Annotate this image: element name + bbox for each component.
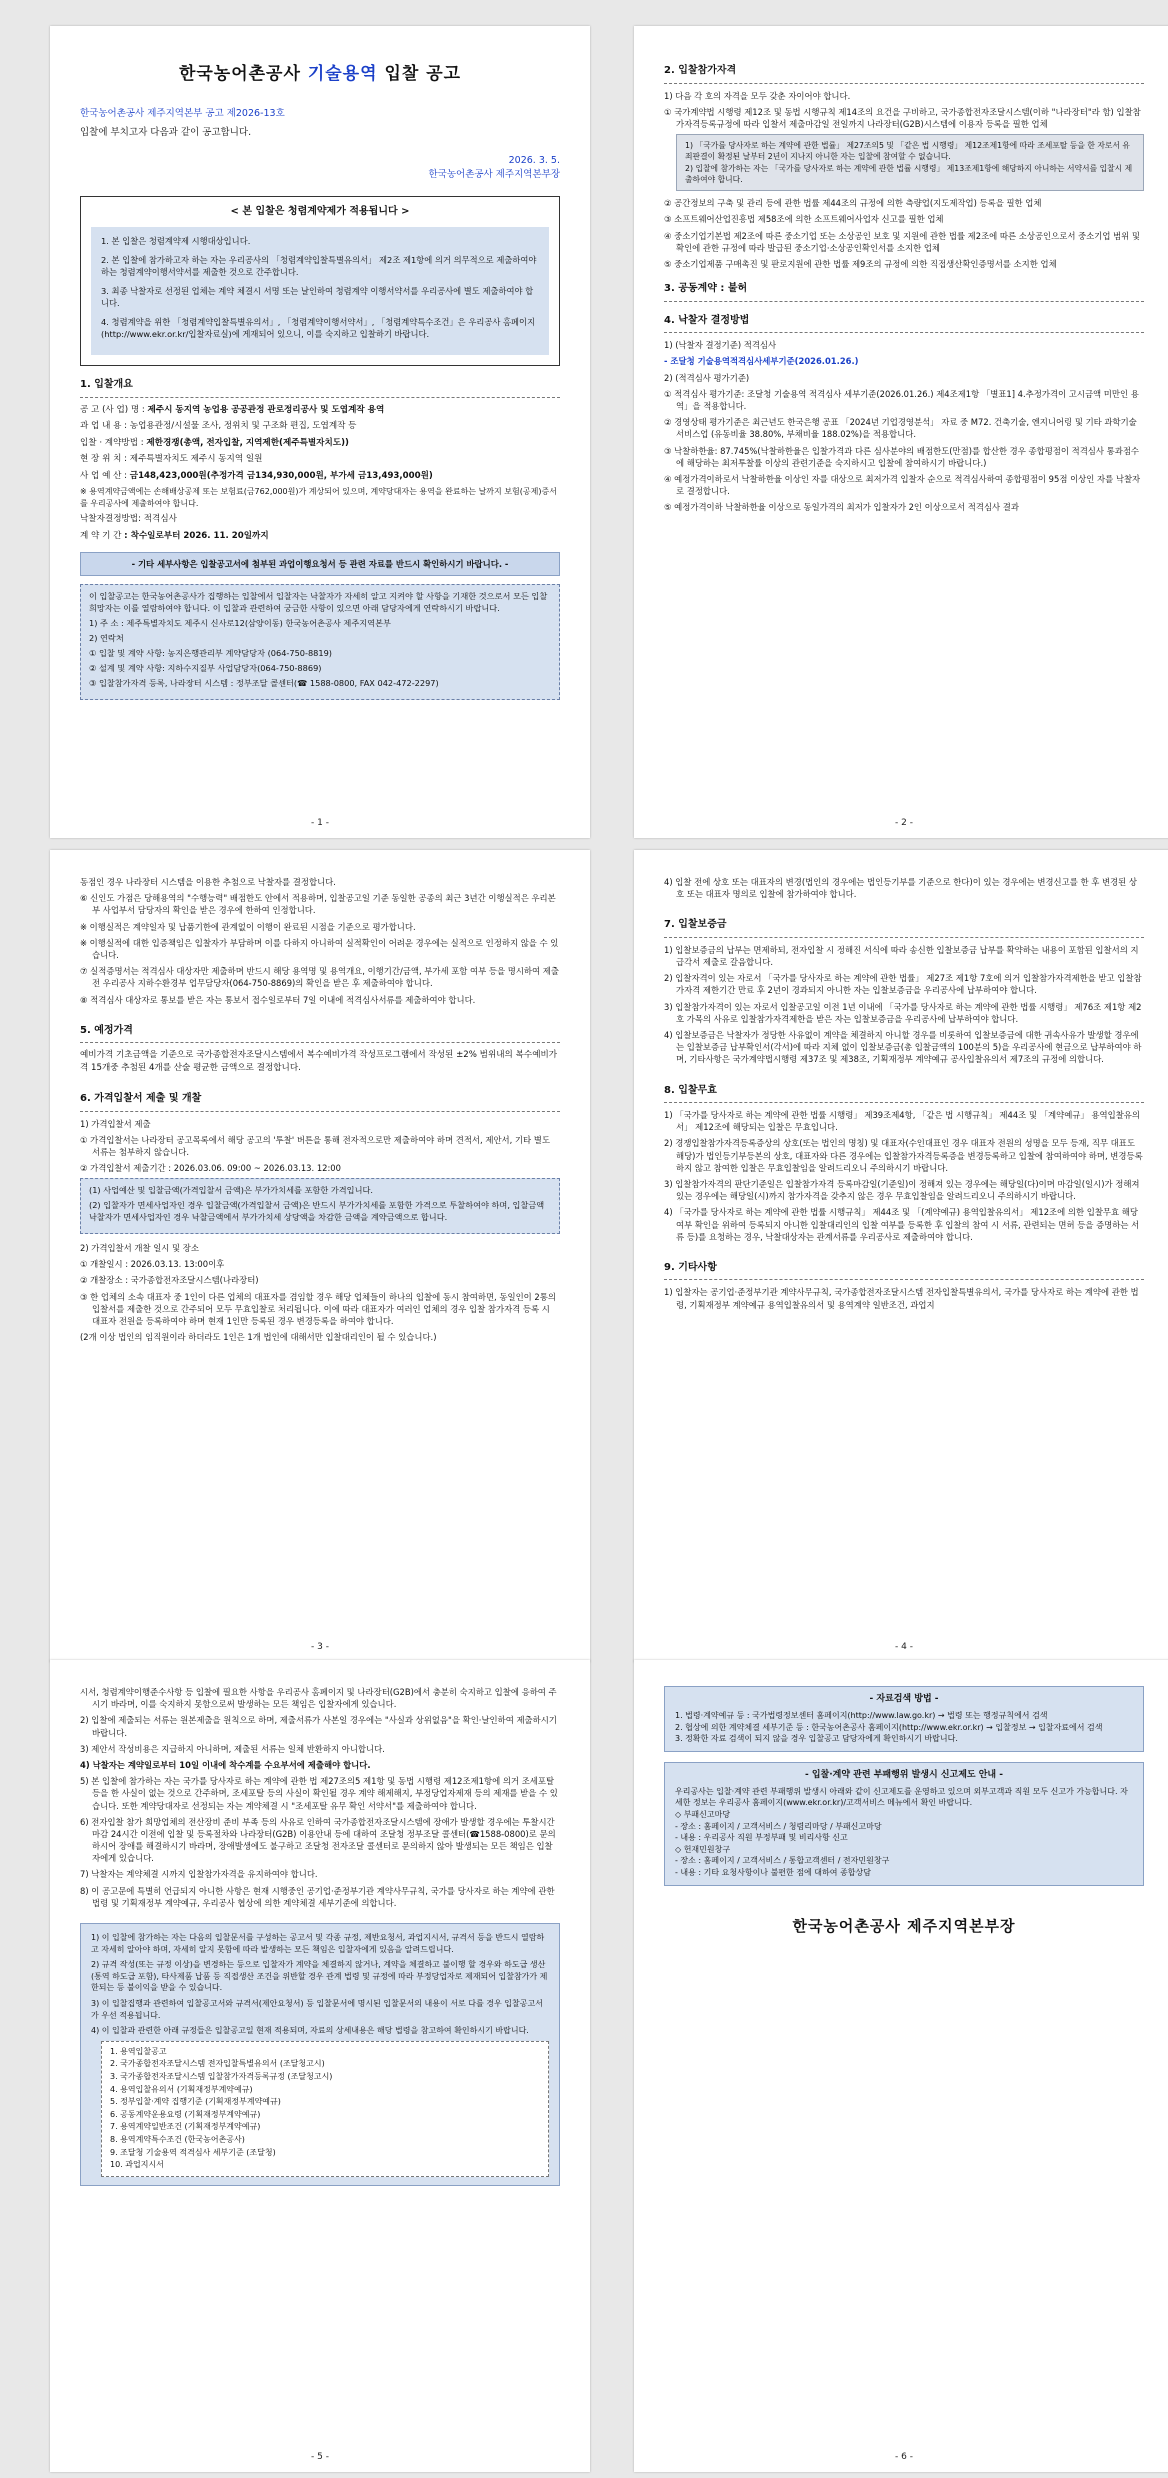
other-item: 5) 본 입찰에 참가하는 자는 국가를 당사자로 하는 계약에 관한 법 제27조의5 제1항 및 동법 시행령 제12조제1항에 의거 조세포탈 등을 한 사실이 없는 것으로 간주하며, 조세포탈 등의 사실이 확인될 경우 계약 해제해지, 부정당업자제재 등의 제재를 받을 수 있습니다. 또한 계약당대자로 선정되는 자는 계약체결 시 "조세포탈 유무 확인 서약서"를 제출하여야 합니다. xyxy=(80,1776,558,1811)
award-item: ⑦ 실적증명서는 적격심사 대상자만 제출하며 반드시 해당 용역명 및 용역개요, 이행기간/금액, 부가세 포함 여부 등을 명시하여 제출 전 우리공사 지하수환경부 업무담당자(064-750-8869)의 확인을 받은 후 제출하여야 합니다. xyxy=(80,966,559,989)
award-item: 동점인 경우 나라장터 시스템을 이용한 추첨으로 낙찰자를 결정합니다. xyxy=(80,877,336,887)
qualification-item: ④ 중소기업기본법 제2조에 따른 중소기업 또는 소상공인 보호 및 지원에 관한 법률 제2조에 따른 소상공인으로서 중소기업 범위 및 확인에 관한 규정에 따라 발급된 중소기업·소상공인확인서를 소지한 업체 xyxy=(664,230,1141,253)
page-number: - 5 - xyxy=(311,2451,329,2462)
report-info-item: - 내용 : 기타 요청사항이나 불편한 점에 대하여 종합상담 xyxy=(675,1868,871,1878)
integrity-notice-box xyxy=(80,196,560,367)
contact-line: ② 설계 및 계약 사항: 지하수지질부 사업담당자(064-750-8869) xyxy=(89,662,322,673)
bid-note: (1) 사업예산 및 입찰금액(가격입찰서 금액)은 부가가치세를 포함한 가격입니다. xyxy=(89,1185,373,1196)
document-page-6 xyxy=(634,1660,1168,2472)
regulation-list-item: 10. 과업지시서 xyxy=(110,2160,164,2170)
award-item: ⑥ 신인도 가점은 당해용역의 "수행능력" 배점한도 안에서 적용하며, 입찰공고일 기준 동일한 공종의 최근 3년간 이행실적은 우리본부 사업부서 담당자의 확인을 받은 경우에 한하여 인정합니다. xyxy=(80,893,556,916)
deposit-item: 4) 입찰보증금은 낙찰자가 정당한 사유없이 계약을 체결하지 아니할 경우를 비롯하여 입찰보증금에 대한 귀속사유가 발생할 경우에는 입찰보증금 납부확인서(각서)에 따라 지체 없이 입찰보증금(총 입찰금액의 100분의 5)을 우리공사에 현금으로 납부하여야 하며, 기타사항은 국가계약법시행령 제37조 및 제38조, 기획재정부 계약예규 공사입찰유의서 제7조의 규정에 의합니다. xyxy=(664,1030,1142,1065)
notice-item: 2. 본 입찰에 참가하고자 하는 자는 우리공사의 「청렴계약입찰특별유의서」 제2조 제1항에 의거 의무적으로 제출하여야 하는 청렴계약이행서약서를 제출한 것으로 간주합니다. xyxy=(101,255,537,278)
section-title: 9. 기타사항 xyxy=(664,1261,717,1273)
other-item: 8) 이 공고문에 특별히 언급되지 아니한 사항은 현재 시행중인 공기업·준정부기관 계약사무규칙, 국가를 당사자로 하는 계약에 관한 법령 및 기획재정부 계약예규, 우리공사 협상에 의한 계약체결 세부기준에 의합니다. xyxy=(80,1885,555,1908)
search-info-item: 2. 협상에 의한 계약체결 세부기준 등 : 한국농어촌공사 홈페이지(http://www.ekr.or.kr) → 입찰정보 → 입찰자료에서 검색 xyxy=(675,1722,1103,1732)
divider xyxy=(664,83,1144,84)
award-item: ③ 낙찰하한율: 87.745%(낙찰하한율은 입찰가격과 다른 심사분야의 배점한도(만점)를 합산한 경우 종합평점이 적격심사 통과점수에 해당하는 최저투찰률 이상의 관련기준을 숙지하시고 입찰에 참여하시기 바랍니다.) xyxy=(664,445,1140,468)
qualification-item: ② 공간정보의 구축 및 관리 등에 관한 법률 제44조의 규정에 의한 측량업(지도제작업) 등록을 필한 업체 xyxy=(664,198,1042,209)
qualification-item: ③ 소프트웨어산업진흥법 제58조에 의한 소프트웨어사업자 신고를 필한 업체 xyxy=(664,214,944,225)
regulation-list-item: 5. 정부입찰·계약 집행기준 (기획재정부계약예규) xyxy=(110,2097,281,2107)
other-item: 1) 입찰자는 공기업·준정부기관 계약사무규칙, 국가종합전자조달시스템 전자입찰특별유의서, 국가를 당사자로 하는 계약에 관한 법령, 기획재정부 계약예규 용역입찰유의서 및 용역계약 일반조건, 과업지 xyxy=(664,1287,1139,1310)
qualification-item: ① 국가계약법 시행령 제12조 및 동법 시행규칙 제14조의 요건을 구비하고, 국가종합전자조달시스템(이하 "나라장터"라 함) 입찰참가자격등록규정에 따라 입찰서 제출마감일 전일까지 나라장터(G2B)시스템에 이용자 등록을 필한 업체 xyxy=(664,106,1141,129)
bid-item: (2개 이상 법인의 임직원이라 하더라도 1인은 1개 법인에 대해서만 입찰대리인이 될 수 있습니다.) xyxy=(80,1332,437,1343)
deposit-item: 1) 입찰보증금의 납부는 면제하되, 전자입찰 시 정해진 서식에 따라 송신한 입찰보증금 납부를 확약하는 내용이 포함된 입찰서의 지급각서 제출로 갈음합니다. xyxy=(664,944,1139,968)
regulation-note: 1) 이 입찰에 참가하는 자는 다음의 입찰문서를 구성하는 공고서 및 각종 규정, 제반요청서, 과업지시서, 규격서 등을 반드시 열람하고 자세히 알아야 하며, 자세히 알지 못함에 따라 발생하는 모든 책임은 입찰자에게 있음을 알려드립니다. xyxy=(91,1933,545,1954)
award-note: ※ 이행실적에 대한 입증책임은 입찰자가 부담하며 이를 다하지 아니하여 실적확인이 어려운 경우에는 실적으로 인정하지 않을 수 있습니다. xyxy=(80,937,559,960)
invalid-item: 4) 「국가를 당사자로 하는 계약에 관한 법률 시행규칙」 제44조 및 「(계약예규) 용역입찰유의서」 제12조에 의한 입찰무효 해당여부 확인을 위하여 등록되지 아니한 입찰대리인의 입찰 여부를 등록한 후 입찰의 참여 시 서류, 관련되는 면허 등을 증명하는 서류 등)를 요청하는 경우, 낙찰대상자는 관계서류를 우리공사로 제출하여야 합니다. xyxy=(664,1207,1140,1242)
document-page-4 xyxy=(634,850,1168,1662)
award-item: ⑧ 적격심사 대상자로 통보를 받은 자는 통보서 접수일로부터 7일 이내에 적격심사서류를 제출하여야 합니다. xyxy=(80,994,476,1005)
section-title: 6. 가격입찰서 제출 및 개찰 xyxy=(80,1093,202,1105)
report-info-item: ◇ 헌재민원창구 xyxy=(675,1844,731,1854)
search-info-box xyxy=(664,1686,1144,1752)
page-number: - 1 - xyxy=(311,817,329,828)
contact-intro: 이 입찰공고는 한국농어촌공사가 집행하는 입찰에서 입찰자는 낙찰자가 자세히 알고 지켜야 할 사항을 기재한 것으로서 모든 입찰희망자는 이를 열람하여야 합니다. 이 입찰과 관련하여 궁금한 사항이 있으면 아래 담당자에게 연락하시기 바랍니다. xyxy=(89,591,548,614)
bid-item: ② 가격입찰서 제출기간 : 2026.03.06. 09:00 ~ 2026.03.13. 12:00 xyxy=(80,1163,341,1174)
award-item: ① 적격심사 평가기준: 조달청 기술용역 적격심사 세부기준(2026.01.26.) 제4조제1항 「별표1] 4.추정가격이 고시금액 미만인 용역」을 적용합니다. xyxy=(664,388,1139,411)
bid-note-box xyxy=(80,1178,560,1234)
report-info-item: ◇ 부패신고마당 xyxy=(675,1810,731,1820)
award-item: 1) (낙찰자 결정기준) 적격심사 xyxy=(664,340,777,351)
integrity-notice-title: < 본 입찰은 청렴계약제가 적용됩니다 > xyxy=(230,205,410,217)
divider xyxy=(664,1279,1144,1280)
regulation-list-item: 9. 조달청 기술용역 적격심사 세부기준 (조달청) xyxy=(110,2147,276,2157)
divider xyxy=(80,1111,560,1112)
section-title: 3. 공동계약 : 불허 xyxy=(664,283,748,295)
title-highlight: 기술용역 xyxy=(307,64,378,84)
section-title: 1. 입찰개요 xyxy=(80,379,133,391)
section-text: 예비가격 기초금액을 기준으로 국가종합전자조달시스템에서 복수예비가격 작성프로그램에서 작성된 ±2% 범위내의 복수예비가격 15개중 추첨된 4개를 산술 평균한 금액으로 결정합니다. xyxy=(80,1050,558,1073)
other-item: 7) 낙찰자는 계약체결 시까지 입찰참가자격을 유지하여야 합니다. xyxy=(80,1869,318,1880)
divider xyxy=(80,1042,560,1043)
qualification-item: 1) 다음 각 호의 자격을 모두 갖춘 자이어야 합니다. xyxy=(664,90,851,101)
section-title: 5. 예정가격 xyxy=(80,1024,133,1036)
report-info-item: 우리공사는 입찰·계약 관련 부패행위 발생시 아래와 같이 신고제도를 운영하고 있으며 외부고객과 직원 모두 신고가 가능합니다. 자세한 정보는 우리공사 홈페이지(www.ekr.or.kr)/고객서비스 메뉴에서 확인 바랍니다. xyxy=(675,1786,1128,1808)
title-org: 한국농어촌공사 xyxy=(178,64,301,84)
divider xyxy=(80,397,560,398)
invalid-item: 3) 입찰참가자격의 판단기준일은 입찰참가자격 등록마감일(기준일)이 정해져 있는 경우에는 해당일(다)이며 마감일(일시)가 정해져 있는 경우에는 해당일(시)까지 참가자격을 갖추지 않은 경우 무효입찰임을 알려드리오니 주의하시기 바랍니다. xyxy=(664,1179,1140,1202)
regulation-list xyxy=(101,2041,549,2177)
bid-item: ② 개찰장소 : 국가종합전자조달시스템(나라장터) xyxy=(80,1275,259,1286)
regulation-list-item: 1. 용역입찰공고 xyxy=(110,2046,167,2056)
report-info-item: - 장소 : 홈페이지 / 고객서비스 / 통합고객센터 / 전자민원창구 xyxy=(675,1856,890,1866)
search-info-title: - 자료검색 방법 - xyxy=(869,1694,939,1704)
search-info-item: 1. 법령·계약예규 등 : 국가법령정보센터 홈페이지(http://www.law.go.kr) → 법령 또는 행정규칙에서 검색 xyxy=(675,1711,1048,1721)
page-number: - 3 - xyxy=(311,1641,329,1652)
regulation-list-item: 7. 용역계약일반조건 (기획재정부계약예규) xyxy=(110,2122,261,2132)
bid-item: 4) 입찰 전에 상호 또는 대표자의 변경(법인의 경우에는 법인등기부를 기준으로 한다)이 있는 경우에는 변경신고를 한 후 변경된 상호 또는 대표자 명의로 입찰에 참가하여야 합니다. xyxy=(664,877,1137,900)
document-page-2 xyxy=(634,26,1168,838)
section-title: 7. 입찰보증금 xyxy=(664,919,727,931)
notice-item: 3. 최종 낙찰자로 선정된 업체는 계약 체결시 서명 또는 날인하여 청렴계약 이행서약서를 우리공사에 별도 제출하여야 합니다. xyxy=(101,286,534,309)
regulation-note: 3) 이 입찰집행과 관련하여 입찰공고서와 규격서(제안요청서) 등 입찰문서에 명시된 입찰문서의 내용이 서로 다를 경우 입찰공고서가 우선 적용됩니다. xyxy=(91,1998,543,2020)
qualification-note-box: 1) 「국가를 당사자로 하는 계약에 관한 법률」 제27조의5 및 「같은 법 시행령」 제12조제1항에 따라 조세포탈 등을 한 자로서 유죄판결이 확정된 날부터 2년이 지나지 아니한 자는 입찰에 참여할 수 없습니다. 2) 입찰에 참가하는 자는 「국가를 당사자로 하는 계약에 관한 법률 시행령」 제13조제1항에 해당하지 아니하는 서약서를 입찰시 제출하여야 합니다. xyxy=(676,134,1144,191)
award-note: ※ 이행실적은 계약일자 및 납품기한에 관계없이 이행이 완료된 시점을 기준으로 평가합니다. xyxy=(80,921,416,932)
intro-text: 입찰에 부치고자 다음과 같이 공고합니다. xyxy=(80,127,252,139)
other-item: 3) 제안서 작성비용은 지급하지 아니하며, 제출된 서류는 일체 반환하지 아니합니다. xyxy=(80,1743,385,1754)
invalid-item: 1) 「국가를 당사자로 하는 계약에 관한 법률 시행령」 제39조제4항, 「같은 법 시행규칙」 제44조 및 「계약예규」 용역입찰유의서」 제12조에 해당되는 입찰은 무효입니다. xyxy=(664,1110,1140,1133)
title-suffix: 입찰 공고 xyxy=(384,64,462,84)
overview-row: 사 업 예 산 : 금148,423,000원(추정가격 금134,930,000원, 부가세 금13,493,000원) xyxy=(80,470,433,481)
other-item: 6) 전자입찰 참가 희망업체의 전산장비 준비 부족 등의 사유로 인하여 국가종합전자조달시스템에 장애가 발생할 경우에는 투찰시간 마감 24시간 이전에 입찰 및 등록절차와 나라장터(G2B) 이용안내 등에 대하여 조달청 정부조달 콜센터(☎1588-0800)로 문의하시어 장애를 해결하시기 바라며, 장애발생에도 불구하고 조달청 전자조달 콜센터로 문의하지 않아 발생되는 모든 책임은 입찰자에게 있습니다. xyxy=(80,1816,556,1864)
divider xyxy=(664,937,1144,938)
report-info-title: - 입찰·계약 관련 부패행위 발생시 신고제도 안내 - xyxy=(804,1769,1003,1780)
document-page-1 xyxy=(50,26,590,838)
award-item: 2) (적격심사 평가기준) xyxy=(664,372,750,383)
notice-item: 1. 본 입찰은 청렴계약제 시행대상입니다. xyxy=(101,236,251,247)
document-title xyxy=(80,62,560,87)
notice-item: 4. 청렴계약을 위한 「청렴계약입찰특별유의서」, 「청렴계약이행서약서」, 「청렴계약특수조건」은 우리공사 홈페이지(http://www.ekr.or.kr/입찰자료실)에 게재되어 있으니, 이를 숙지하고 입찰하기 바랍니다. xyxy=(101,317,536,340)
budget-note: ※ 용역계약금액에는 손해배상공제 또는 보험료(금762,000원)가 계상되어 있으며, 계약당대자는 용역을 완료하는 날까지 보험(공제)증서를 우리공사에 제출하여야 합니다. xyxy=(80,487,557,508)
integrity-notice-content xyxy=(91,227,549,355)
other-item: 4) 낙찰자는 계약일로부터 10일 이내에 착수계를 수요부서에 제출해야 합니다. xyxy=(80,1759,371,1770)
regulation-list-item: 2. 국가종합전자조달시스템 전자입찰특별유의서 (조달청고시) xyxy=(110,2059,325,2069)
regulation-note: 4) 이 입찰과 관련한 아래 규정들은 입찰공고일 현재 적용되며, 자료의 상세내용은 해당 법령을 참고하여 확인하시기 바랍니다. xyxy=(91,2026,529,2036)
divider xyxy=(664,332,1144,333)
closing-signature: 한국농어촌공사 제주지역본부장 xyxy=(792,1916,1016,1935)
divider xyxy=(664,301,1144,302)
bid-item: ① 개찰일시 : 2026.03.13. 13:00이후 xyxy=(80,1259,225,1270)
bid-item: ① 가격입찰서는 나라장터 공고목록에서 해당 공고의 '투찰' 버튼을 통해 전자적으로만 제출하여야 하며 견적서, 제안서, 기타 별도 서류는 첨부하지 않습니다. xyxy=(80,1134,550,1157)
section-title: 8. 입찰무효 xyxy=(664,1084,717,1096)
award-item: ② 경영상태 평가기준은 최근년도 한국은행 공표 「2024년 기업경영분석」 자료 중 M72. 건축기술, 엔지니어링 및 기타 과학기술 서비스업 (유동비율 38.80%, 부채비율 188.02%)을 적용합니다. xyxy=(664,417,1137,440)
regulation-list-item: 4. 용역입찰유의서 (기획재정부계약예규) xyxy=(110,2084,253,2094)
page-number: - 4 - xyxy=(895,1641,913,1652)
deposit-item: 3) 입찰참가자격이 있는 자로서 입찰공고일 이전 1년 이내에 「국가를 당사자로 하는 계약에 관한 법률 시행령」 제76조 제1항 제2호 가목의 사유로 입찰참가자격제한을 받은 자는 입찰보증금을 우리공사에 납부하여야 합니다. xyxy=(664,1001,1142,1024)
document-page-3 xyxy=(50,850,590,1662)
invalid-item: 2) 경쟁입찰참가자격등록증상의 상호(또는 법인의 명칭) 및 대표자(수인대표인 경우 대표자 전원의 성명을 모두 등재, 직무 대표도 해당)가 법인등기부등본의 상호, 대표자와 다른 경우에는 입찰참가자격등록증을 변경등록하고 입찰에 참여하여야 하며, 변경등록하지 않고 참여한 입찰은 무효입찰임을 알려드리오니 주의하시기 바랍니다. xyxy=(664,1138,1143,1173)
award-item: ④ 예정가격이하로서 낙찰하한율 이상인 자를 대상으로 최저가격 입찰자 순으로 적격심사하여 종합평점이 95점 이상인 자를 낙찰자로 결정합니다. xyxy=(664,473,1141,497)
report-info-item: - 장소 : 홈페이지 / 고객서비스 / 청렴리마당 / 부패신고마당 xyxy=(675,1821,882,1831)
regulation-list-item: 8. 용역계약특수조건 (한국농어촌공사) xyxy=(110,2134,245,2144)
other-item: 2) 입찰에 제출되는 서류는 원본제출을 원칙으로 하며, 제출서류가 사본일 경우에는 "사실과 상위없음"을 확인·날인하여 제출하시기 바랍니다. xyxy=(80,1715,557,1738)
report-info-box xyxy=(664,1762,1144,1886)
bid-item: 1) 가격입찰서 제출 xyxy=(80,1118,151,1129)
overview-row: 공 고 (사 업) 명 : 제주시 동지역 농업용 공공관정 관로정리공사 및 도엽계작 용역 xyxy=(80,404,385,415)
issuer: 한국농어촌공사 제주지역본부장 xyxy=(428,168,560,180)
award-method: 낙찰자결정방법: 적격심사 xyxy=(80,514,177,525)
contact-line: 1) 주 소 : 제주특별자치도 제주시 신사로12(삼양이동) 한국농어촌공사 제주지역본부 xyxy=(89,618,391,629)
contact-box xyxy=(80,584,560,699)
deposit-item: 2) 입찰자격이 있는 자로서 「국가를 당사자로 하는 계약에 관한 법률」 제27조 제1항 7호에 의거 입찰참가자격제한을 받고 입찰참가자격 제한기간 만료 후 2년이 경과되지 아니한 자는 입찰보증금을 우리공사에 납부하여야 합니다. xyxy=(664,973,1142,996)
contact-line: 2) 연락처 xyxy=(89,633,124,644)
overview-row: 과 업 내 용 : 농업용관정/시설물 조사, 정위치 및 구조화 편집, 도엽계작 등 xyxy=(80,421,357,432)
section-title: 2. 입찰참가자격 xyxy=(664,65,737,76)
bid-item: ③ 한 업체의 소속 대표자 중 1인이 다른 업체의 대표자를 겸임할 경우 해당 업체들이 하나의 입찰에 동시 참여하면, 동일인이 2통의 입찰서를 제출한 것으로 간주되어 모두 무효입찰로 처리됩니다. 이에 따라 대표자가 여러인 업체의 경우 입찰 참가자격 등록 시 대표자 전원을 등록하여야 하며 현재 1인만 등록된 경우 변경등록을 하여야 합니다. xyxy=(80,1291,556,1326)
warning-bar: - 기타 세부사항은 입찰공고서에 첨부된 과업이행요청서 등 관련 자료를 반드시 확인하시기 바랍니다. - xyxy=(80,552,560,576)
regulations-box xyxy=(80,1923,560,2186)
page-number: - 6 - xyxy=(895,2451,913,2462)
regulation-list-item: 3. 국가종합전자조달시스템 입찰참가자격등록규정 (조달청고시) xyxy=(110,2071,333,2081)
bid-item: 2) 가격입찰서 개찰 일시 및 장소 xyxy=(80,1243,199,1254)
notice-number: 한국농어촌공사 제주지역본부 공고 제2026-13호 xyxy=(80,107,285,119)
notice-date: 2026. 3. 5. xyxy=(508,155,560,167)
overview-row: 입찰 · 계약방법 : 제한경쟁(총액, 전자입찰, 지역제한(제주특별자치도)) xyxy=(80,437,349,448)
page-number: - 2 - xyxy=(895,817,913,828)
contract-period: 계 약 기 간 : 착수일로부터 2026. 11. 20일까지 xyxy=(80,530,269,541)
qualification-item: ⑤ 중소기업제품 구매촉진 및 판로지원에 관한 법률 제9조의 규정에 의한 직접생산확인증명서를 소지한 업체 xyxy=(664,259,1057,269)
bid-note: (2) 입찰자가 면세사업자인 경우 입찰금액(가격입찰서 금액)은 반드시 부가가치세를 포함한 가격으로 투찰하여야 하며, 입찰금액 낙찰자가 면세사업자인 경우 낙찰금액에서 부가가치세 상당액을 차감한 금액을 계약금액으로 합니다. xyxy=(89,1200,545,1223)
award-item: ⑤ 예정가격이하 낙찰하한율 이상으로 동일가격의 최저가 입찰자가 2인 이상으로서 적격심사 결과 xyxy=(664,502,1019,513)
other-item: 시서, 청렴계약이행준수사항 등 입찰에 필요한 사항을 우리공사 홈페이지 및 나라장터(G2B)에서 충분히 숙지하고 입찰에 응하여 주시기 바라며, 이를 숙지하지 못함으로써 발생하는 모든 책임은 입찰자에게 있습니다. xyxy=(80,1687,557,1710)
award-item: - 조달청 기술용역적격심사세부기준(2026.01.26.) xyxy=(664,356,859,367)
document-page-5 xyxy=(50,1660,590,2472)
overview-row: 현 장 위 치 : 제주특별자치도 제주시 동지역 일원 xyxy=(80,454,263,465)
regulation-note: 2) 규격 작성(또는 규정 이상)을 변경하는 등으로 입찰자가 계약을 체결하지 않거나, 계약을 체결하고 불이행 할 경우와 하도급 생산(통역 하도급 포함), 타사제품 납품 등 직접생산 조건을 위반할 경우 관계 법령 및 규정에 따라 부정당업자로 제재되어 입찰참가가 제한되는 등 불이익을 받을 수 있습니다. xyxy=(91,1960,548,1993)
section-title: 4. 낙찰자 결정방법 xyxy=(664,314,750,326)
contact-line: ③ 입찰참가자격 등록, 나라장터 시스템 : 정부조달 콜센터(☎ 1588-0800, FAX 042-472-2297) xyxy=(89,677,439,688)
divider xyxy=(664,1102,1144,1103)
report-info-item: - 내용 : 우리공사 직원 부정부패 및 비리사항 신고 xyxy=(675,1833,848,1843)
regulation-list-item: 6. 공동계약운용요령 (기획재정부계약예규) xyxy=(110,2109,261,2119)
contact-line: ① 입찰 및 계약 사항: 농지은행관리부 계약담당자 (064-750-8819) xyxy=(89,647,332,658)
search-info-item: 3. 정확한 자료 검색이 되지 않을 경우 입찰공고 담당자에게 확인하시기 바랍니다. xyxy=(675,1734,958,1744)
